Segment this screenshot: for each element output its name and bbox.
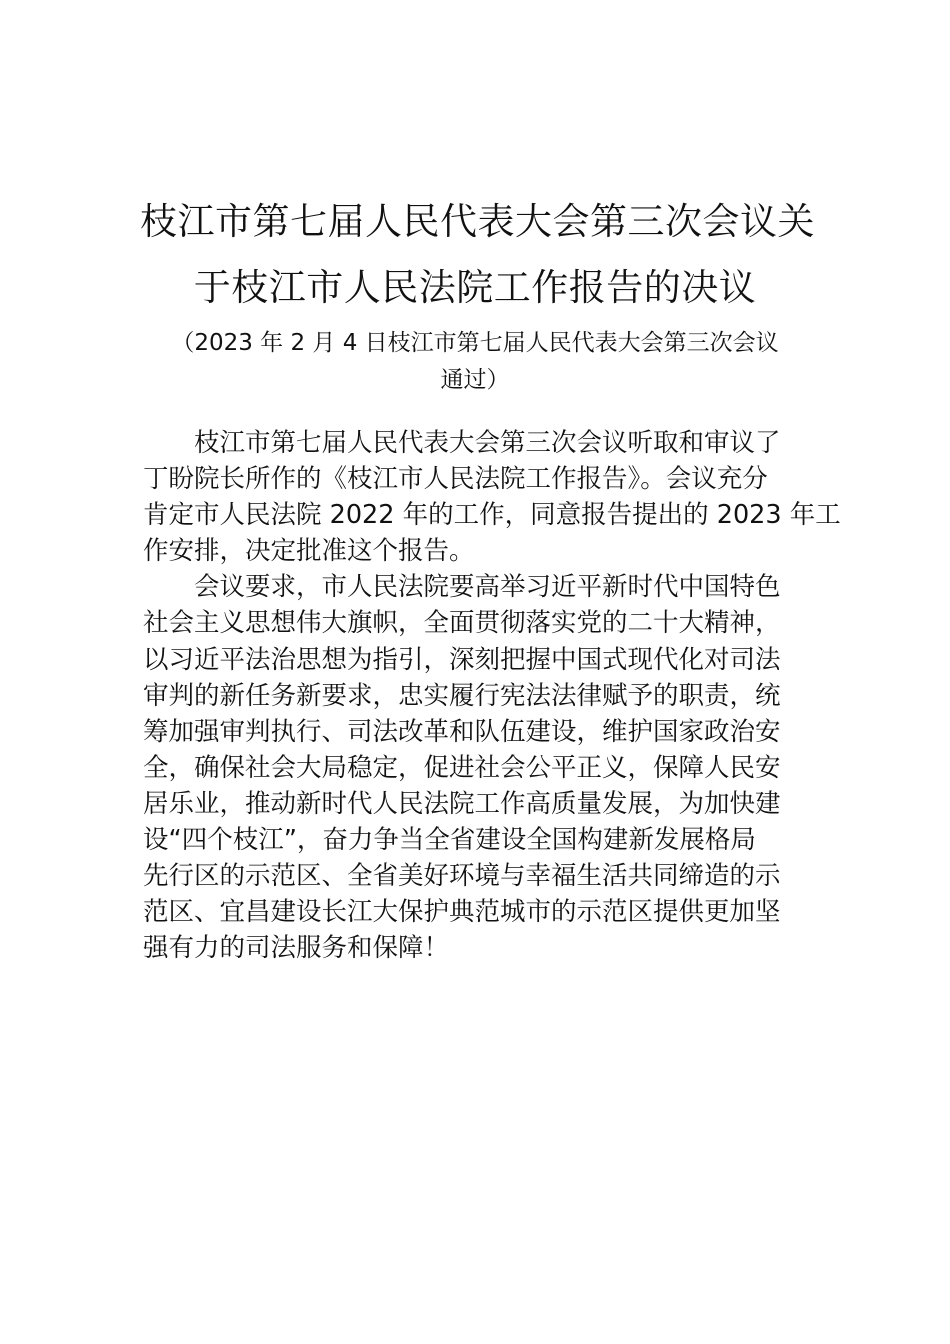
body-line-12: 设“四个枝江”，奋力争当全省建设全国构建新发展格局 bbox=[143, 825, 756, 856]
body-line-5: 会议要求，市人民法院要高举习近平新时代中国特色 bbox=[143, 572, 781, 603]
body-line-11: 居乐业，推动新时代人民法院工作高质量发展，为加快建 bbox=[143, 788, 781, 819]
body-line-1: 枝江市第七届人民代表大会第三次会议听取和审议了 bbox=[143, 428, 781, 458]
body-line-10: 全，确保社会大局稳定，促进社会公平正义，保障人民安 bbox=[143, 752, 781, 783]
body-line-4: 作安排，决定批准这个报告。 bbox=[143, 536, 475, 567]
document-subtitle-line-2: 通过） bbox=[440, 367, 510, 393]
body-line-2: 丁盼院长所作的《枝江市人民法院工作报告》。会议充分 bbox=[143, 464, 768, 495]
body-line-6: 社会主义思想伟大旗帜，全面贯彻落实党的二十大精神， bbox=[143, 608, 781, 639]
document-subtitle-line-1: （2023 年 2 月 4 日枝江市第七届人民代表大会第三次会议 bbox=[171, 330, 779, 356]
document-body bbox=[143, 425, 841, 966]
document-title-line-1: 枝江市第七届人民代表大会第三次会议关 bbox=[140, 200, 815, 243]
body-line-15: 强有力的司法服务和保障！ bbox=[143, 933, 450, 964]
body-line-8: 审判的新任务新要求，忠实履行宪法法律赋予的职责，统 bbox=[143, 680, 781, 711]
body-line-9: 筹加强审判执行、司法改革和队伍建设，维护国家政治安 bbox=[143, 716, 781, 747]
document-title-line-2: 于枝江市人民法院工作报告的决议 bbox=[193, 266, 757, 309]
body-line-14: 范区、宜昌建设长江大保护典范城市的示范区提供更加坚 bbox=[143, 897, 781, 928]
body-line-13: 先行区的示范区、全省美好环境与幸福生活共同缔造的示 bbox=[143, 861, 781, 892]
body-line-3: 肯定市人民法院 2022 年的工作，同意报告提出的 2023 年工 bbox=[143, 500, 841, 531]
body-line-7: 以习近平法治思想为指引，深刻把握中国式现代化对司法 bbox=[143, 644, 781, 675]
